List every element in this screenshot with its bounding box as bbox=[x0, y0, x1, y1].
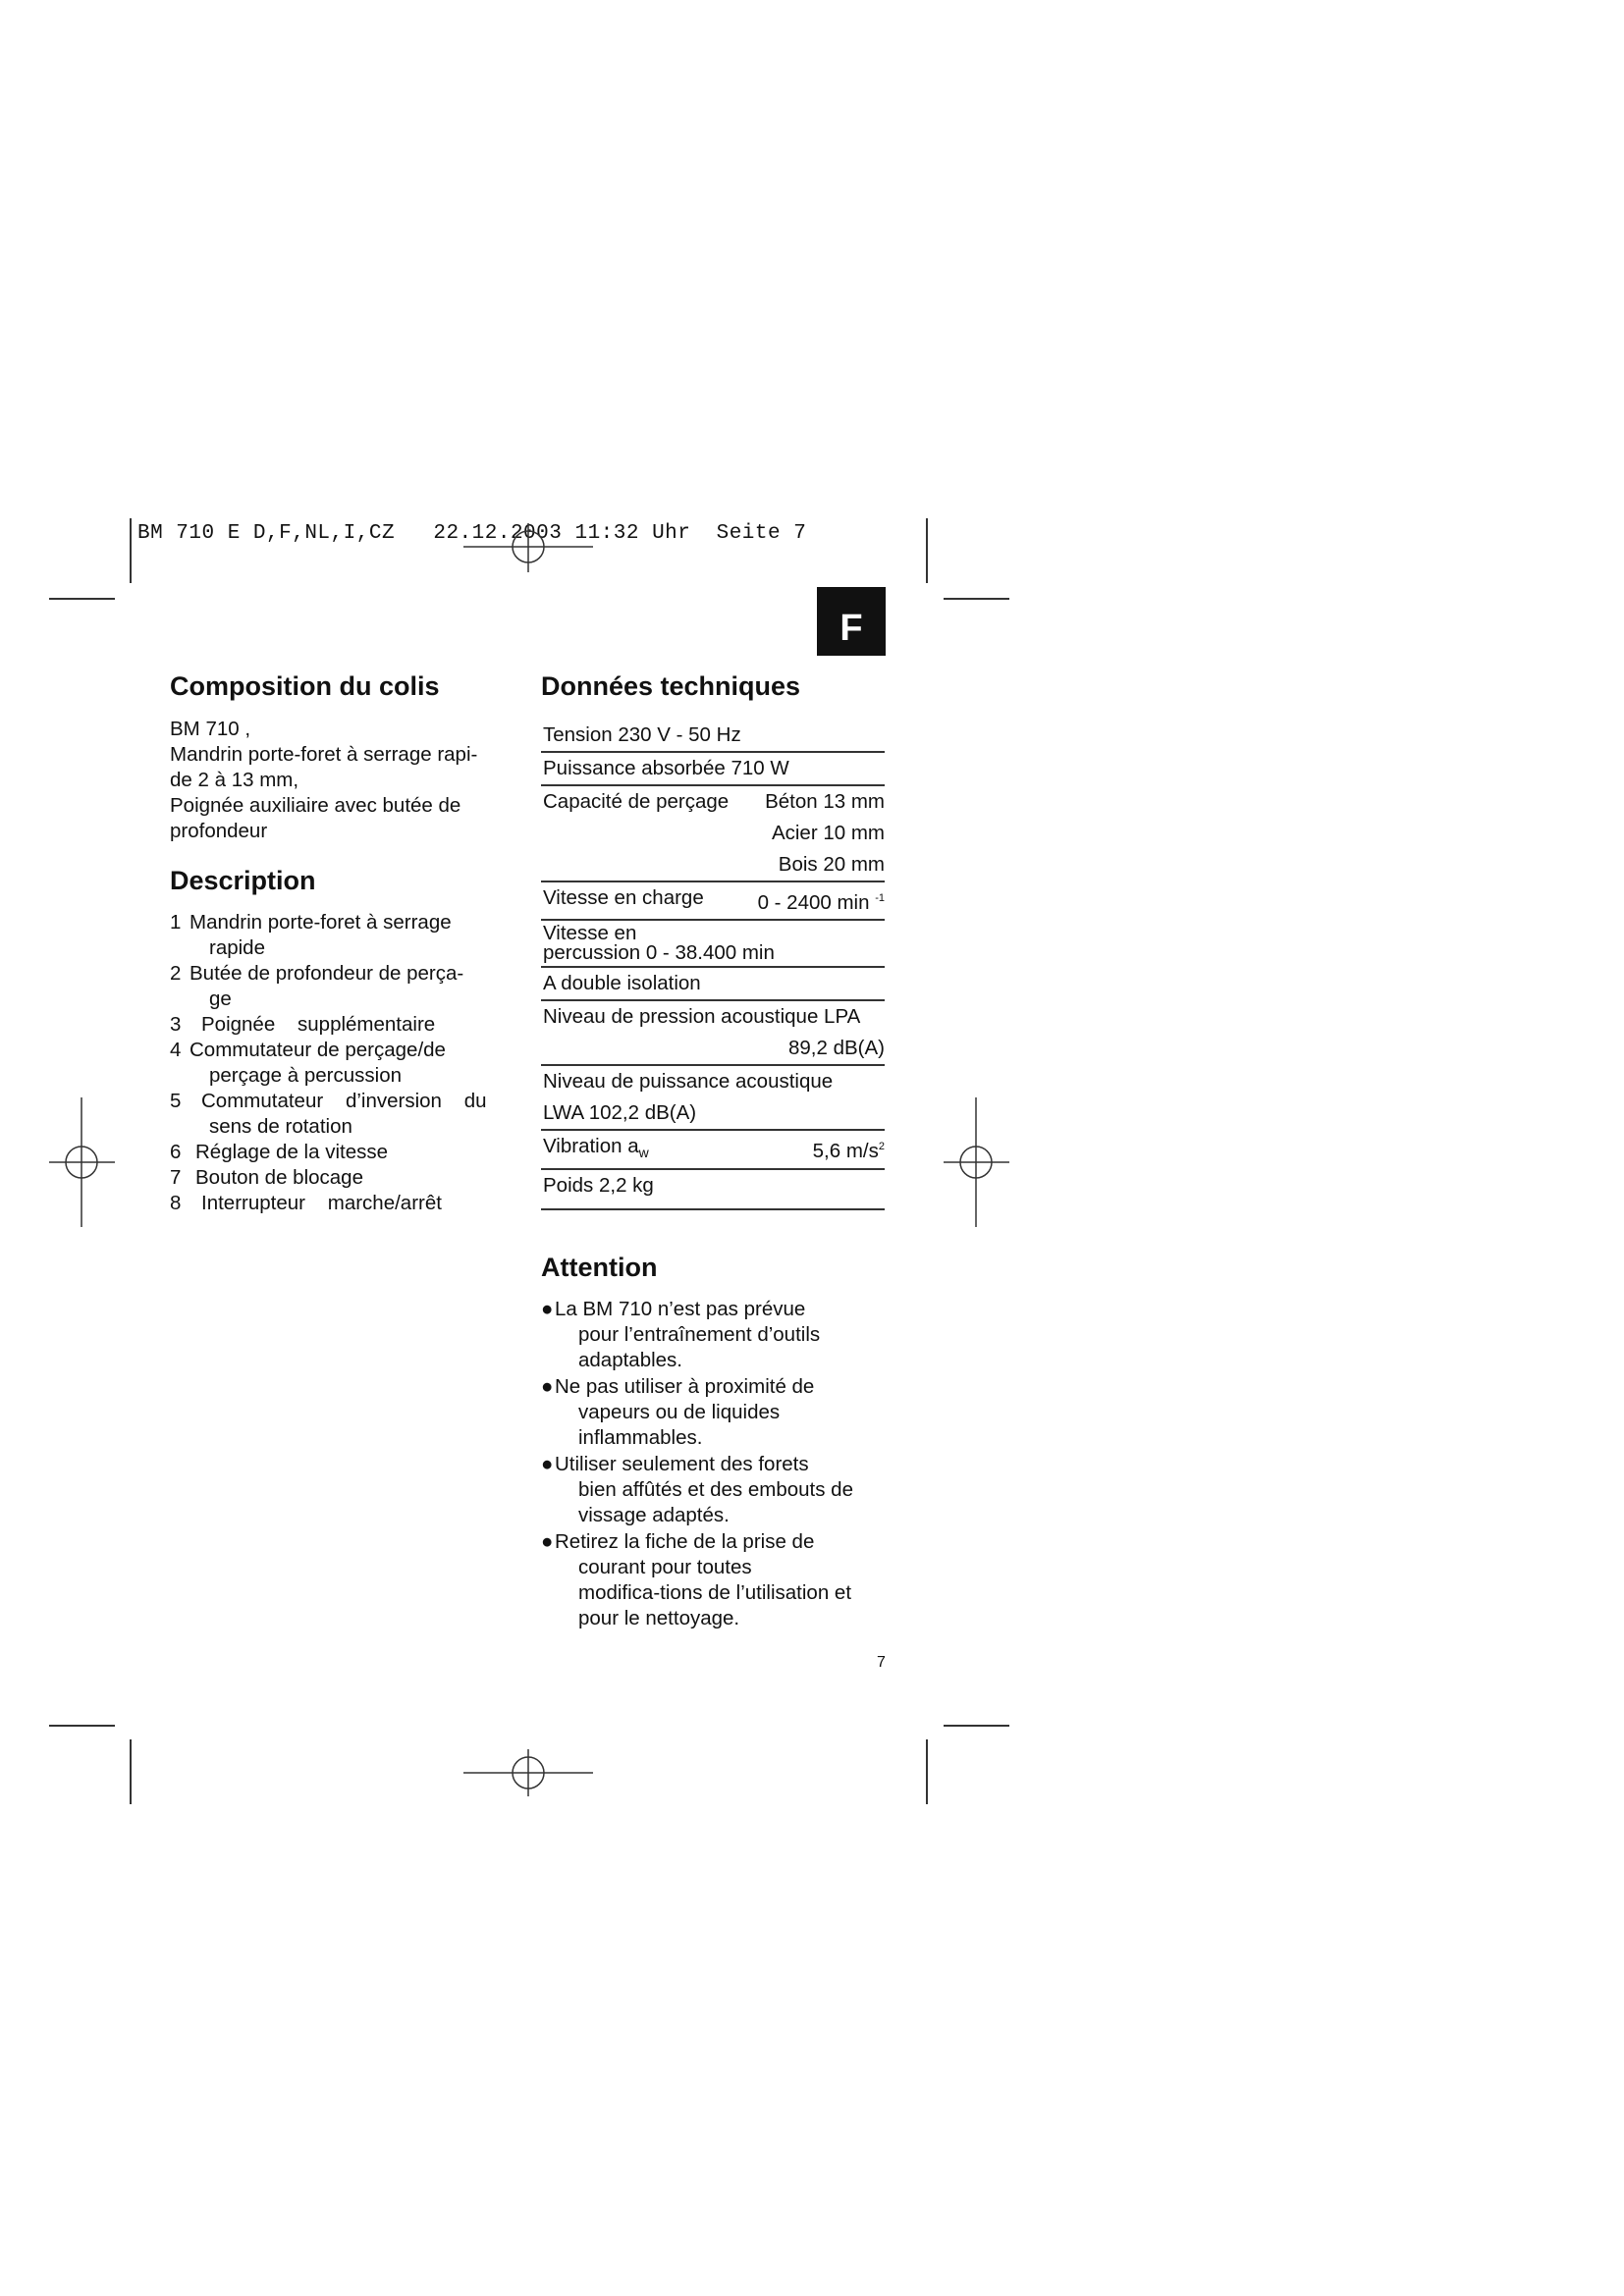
description-item-text: Commutateur d’inversion du bbox=[201, 1090, 487, 1112]
vitesse-label: Vitesse en charge bbox=[543, 886, 704, 909]
description-item-text: Commutateur de perçage/de bbox=[189, 1039, 446, 1061]
attention-item-text: La BM 710 n’est pas prévue bbox=[555, 1298, 806, 1320]
description-item-cont: perçage à percussion bbox=[209, 1064, 403, 1087]
composition-line: BM 710 , bbox=[170, 718, 251, 740]
attention-section bbox=[541, 1253, 885, 1632]
description-item-number: 6 bbox=[170, 1141, 182, 1163]
attention-item bbox=[541, 1452, 885, 1528]
vitesse-exponent: -1 bbox=[875, 892, 885, 904]
capacite-label: Capacité de perçage bbox=[543, 790, 730, 813]
description-item-cont: rapide bbox=[209, 936, 265, 959]
tech-row-poids: Poids 2,2 kg bbox=[541, 1170, 885, 1210]
description-item bbox=[170, 1140, 515, 1165]
tech-row-tension: Tension 230 V - 50 Hz bbox=[541, 720, 885, 753]
description-item bbox=[170, 1038, 515, 1089]
description-item bbox=[170, 1191, 515, 1216]
attention-item-cont: adaptables. bbox=[578, 1349, 683, 1371]
language-badge: F bbox=[817, 587, 886, 656]
tech-section bbox=[541, 671, 885, 1210]
composition-line: Mandrin porte-foret à serrage rapi- bbox=[170, 743, 478, 766]
composition-section bbox=[170, 671, 514, 844]
description-item bbox=[170, 961, 515, 1012]
page-number: 7 bbox=[877, 1654, 886, 1671]
composition-line: de 2 à 13 mm, bbox=[170, 769, 299, 791]
attention-item-cont: vapeurs ou de liquides bbox=[578, 1401, 781, 1423]
registration-mark-bottom bbox=[463, 1749, 593, 1796]
tech-row-capacite bbox=[541, 786, 885, 882]
tech-row-isolation: A double isolation bbox=[541, 968, 885, 1001]
description-title: Description bbox=[170, 866, 316, 895]
vibration-value: 5,6 m/s bbox=[812, 1139, 879, 1162]
attention-item-cont: pour l’entraînement d’outils bbox=[578, 1323, 821, 1346]
tech-row-percussion bbox=[541, 921, 885, 968]
description-item-number: 4 bbox=[170, 1039, 182, 1061]
tech-row-vitesse bbox=[541, 882, 885, 921]
description-item bbox=[170, 1089, 515, 1140]
description-item-text: Poignée supplémentaire bbox=[201, 1013, 436, 1036]
description-item-text: Interrupteur marche/arrêt bbox=[201, 1192, 442, 1214]
vibration-subscript: w bbox=[638, 1144, 649, 1160]
attention-item-cont: vissage adaptés. bbox=[578, 1504, 730, 1526]
composition-line: profondeur bbox=[170, 820, 268, 842]
attention-item-cont: inflammables. bbox=[578, 1426, 703, 1449]
registration-mark-right bbox=[944, 1097, 1009, 1227]
description-item-number: 3 bbox=[170, 1013, 182, 1036]
puissance-acoustique-value: LWA 102,2 dB(A) bbox=[543, 1100, 697, 1124]
description-item bbox=[170, 1165, 515, 1191]
description-item bbox=[170, 910, 515, 961]
description-item-cont: sens de rotation bbox=[209, 1115, 352, 1138]
description-item-cont: ge bbox=[209, 988, 232, 1010]
attention-item bbox=[541, 1529, 885, 1631]
attention-item-cont: pour le nettoyage. bbox=[578, 1607, 740, 1629]
bullet-icon: ● bbox=[541, 1453, 554, 1475]
description-item-text: Bouton de blocage bbox=[195, 1166, 363, 1189]
attention-item-text: Retirez la fiche de la prise de bbox=[555, 1530, 815, 1553]
composition-line: Poignée auxiliaire avec butée de bbox=[170, 794, 461, 817]
description-item-text: Mandrin porte-foret à serrage bbox=[189, 911, 452, 934]
tech-row-puissance-acoustique bbox=[541, 1066, 885, 1131]
attention-item-cont: modifica-tions de l’utilisation et bbox=[578, 1581, 852, 1604]
attention-item bbox=[541, 1374, 885, 1451]
description-item-number: 1 bbox=[170, 911, 182, 934]
vitesse-value: 0 - 2400 min bbox=[757, 890, 870, 914]
attention-item-text: Utiliser seulement des forets bbox=[555, 1453, 809, 1475]
attention-item bbox=[541, 1297, 885, 1373]
tech-title: Données techniques bbox=[541, 671, 801, 701]
capacite-bois: Bois 20 mm bbox=[778, 853, 885, 876]
description-item-number: 2 bbox=[170, 962, 182, 985]
vibration-label: Vibration a bbox=[543, 1134, 639, 1157]
print-header: BM 710 E D,F,NL,I,CZ 22.12.2003 11:32 Uhr Seite 7 bbox=[137, 522, 807, 545]
capacite-acier: Acier 10 mm bbox=[771, 822, 885, 844]
vibration-exponent: 2 bbox=[878, 1140, 885, 1152]
percussion-line1: Vitesse en bbox=[543, 921, 637, 944]
description-item-text: Butée de profondeur de perça- bbox=[189, 962, 464, 985]
bullet-icon: ● bbox=[541, 1530, 554, 1553]
pression-value: 89,2 dB(A) bbox=[788, 1036, 885, 1059]
capacite-beton: Béton 13 mm bbox=[765, 790, 885, 813]
description-item bbox=[170, 1012, 515, 1038]
description-item-number: 7 bbox=[170, 1166, 182, 1189]
composition-title: Composition du colis bbox=[170, 671, 440, 701]
pression-label: Niveau de pression acoustique LPA bbox=[543, 1004, 861, 1028]
bullet-icon: ● bbox=[541, 1298, 554, 1320]
puissance-acoustique-label: Niveau de puissance acoustique bbox=[543, 1069, 834, 1093]
attention-item-cont: bien affûtés et des embouts de bbox=[578, 1478, 853, 1501]
bullet-icon: ● bbox=[541, 1375, 554, 1398]
tech-row-puissance: Puissance absorbée 710 W bbox=[541, 753, 885, 786]
description-item-number: 5 bbox=[170, 1090, 182, 1112]
tech-row-pression bbox=[541, 1001, 885, 1066]
description-item-number: 8 bbox=[170, 1192, 182, 1214]
attention-item-cont: courant pour toutes bbox=[578, 1556, 752, 1578]
tech-row-vibration bbox=[541, 1131, 885, 1170]
percussion-line2: percussion 0 - 38.400 min bbox=[543, 940, 775, 964]
description-section bbox=[170, 866, 515, 1216]
registration-mark-left bbox=[49, 1097, 115, 1227]
description-item-text: Réglage de la vitesse bbox=[195, 1141, 389, 1163]
attention-title: Attention bbox=[541, 1253, 658, 1282]
attention-item-text: Ne pas utiliser à proximité de bbox=[555, 1375, 815, 1398]
